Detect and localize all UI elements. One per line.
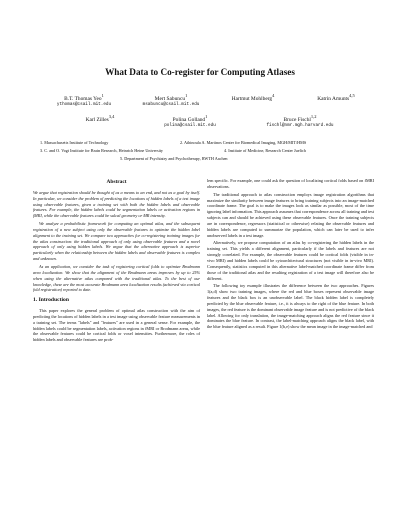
author-mohlberg [210,93,296,102]
author-name: Hartmut Mohlberg$^4$ [231,93,275,102]
author-email: ythomas@csail.mit.edu [56,102,112,108]
affiliation-2: 2. Athinoula A. Martinos Center for Biomedical Imaging, MGH/MIT/HMS [180,140,307,145]
author-yeo [38,93,130,109]
author-name: Bruce Fischl$^{1,2}$ [283,114,317,123]
author-email: fischl@nmr.mgh.harvard.edu [266,123,334,129]
affiliation-4: 4. Institute of Medicine, Research Center Juelich [224,148,306,153]
author-name: Katrin Amunts$^{4,5}$ [317,93,355,102]
body-paragraph: lem specific. For example, one could ask the question of localizing cortical folds based on fMRI observations. [207,178,374,189]
abstract-paragraph: As an application, we consider the task of registering cortical folds to optimize Brodmann area localization. We show that the alignment of the Brodmann areas improves by up to 25% when using the alternative atlas compared with the traditional atlas. To the best of our knowledge, these are the most accurate Brodmann area localization results (achieved via cortical fold registration) reported to date. [33,263,200,293]
left-column [33,180,200,345]
right-column [207,178,374,332]
section-heading-introduction: 1. Introduction [33,297,69,304]
author-name: Karl Zilles$^{3,4}$ [85,114,115,123]
author-zilles [56,114,144,123]
paper-title: What Data to Co-register for Computing Atlases [105,67,295,77]
abstract-heading: Abstract [106,179,127,185]
author-name: Polina Golland$^1$ [172,114,208,123]
abstract-paragraph: We argue that registration should be thought of as a means to an end, and not as a goal by itself. In particular, we consider the problem of predicting the locations of hidden labels of a test image using observable features, given a training set with both the hidden labels and observable features. For example, the hidden labels could be segmentation labels or activation regions in fMRI, while the observable features could be sulcal geometry or MR intensity. [33,189,200,219]
affiliation-5: 5. Department of Psychiatry and Psychotherapy, RWTH Aachen [120,156,228,161]
affiliation-3: 3. C. and O. Vogt Institute for Brain Research, Heinrich Heine University [40,148,164,153]
author-email: msabuncu@csail.mit.edu [142,102,200,108]
body-paragraph: Alternatively, we propose computation of an atlas by co-registering the hidden labels in the training set. This yields a different alignment, particularly if the labels and features are not strongly correlated. For example, the observable features could be cortical folds (visible in in-vivo MRI) and hidden labels could be cytoarchitectural structures (not visible in in-vivo MRI). Consequently, statistics computed in this alternative label-matched coordinate frame differ from those of the traditional atlas and the resulting registration of a test image will therefore also be different. [207,240,374,281]
author-email: polina@csail.mit.edu [164,123,216,129]
author-name: Mert Sabuncu$^1$ [154,93,188,102]
affiliation-1: 1. Massachusetts Institute of Technology [40,140,109,145]
intro-paragraph: This paper explores the general problem of optimal atlas construction with the aim of predicting the locations of hidden labels in a test image using observable feature measurements in a training set. The terms "labels" and "features" are used in a general sense. For example, the hidden labels could be segmentation labels, activation regions in fMRI or Brodmann areas, while the observable features could be cortical folds or voxel intensities. Furthermore, the roles of hidden labels and observable features are prob- [33,308,200,343]
author-fischl [244,114,356,130]
body-paragraph: The following toy example illustrates the difference between the two approaches. Figures 1(a,d) show two training images, where the red and blue boxes represent observable image features and the black box is an unobservable label. The black hidden label is completely predicted by the blue observable feature, i.e., it is always to the right of the blue feature. In both images, the red feature is the dominant observable image feature and is not predictive of the black label. Allowing for only translation, the image-matching approach aligns the red feature since it dominates the blue feature. In contrast, the label-matching approach aligns the black label, with the blue feature aligned as a result. Figure 1(b,e) show the mean image in the image-matched and [207,283,374,330]
abstract-paragraph: We analyze a probabilistic framework for computing an optimal atlas, and the subsequent registration of a new subject using only the observable features to optimize the hidden label alignment to the training set. We compare two approaches for co-registering training images for the atlas construction: the traditional approach of only using observable features and a novel approach of only using hidden labels. We argue that the alternative approach is superior particularly when the relationship between the hidden labels and observable features is complex and unknown. [33,221,200,262]
author-name: B.T. Thomas Yeo$^1$ [64,93,104,102]
abstract-body [33,190,200,293]
author-amunts [296,93,376,102]
author-sabuncu [128,93,214,109]
body-paragraph: The traditional approach to atlas construction employs image registration algorithms that maximize the similarity between image features to bring training subjects into an image-matched coordinate frame. The goal is to make the images look as similar as possible, most of the time ignoring label information. This approach assumes that correspondence across all training and test subjects can and should be achieved using these observable features. Once the training subjects are in correspondence, regressors (statistical or otherwise) relating the observable features and hidden labels are computed to summarize the population, which can later be used to infer unobserved labels in a test image. [207,191,374,238]
author-golland [140,114,240,130]
